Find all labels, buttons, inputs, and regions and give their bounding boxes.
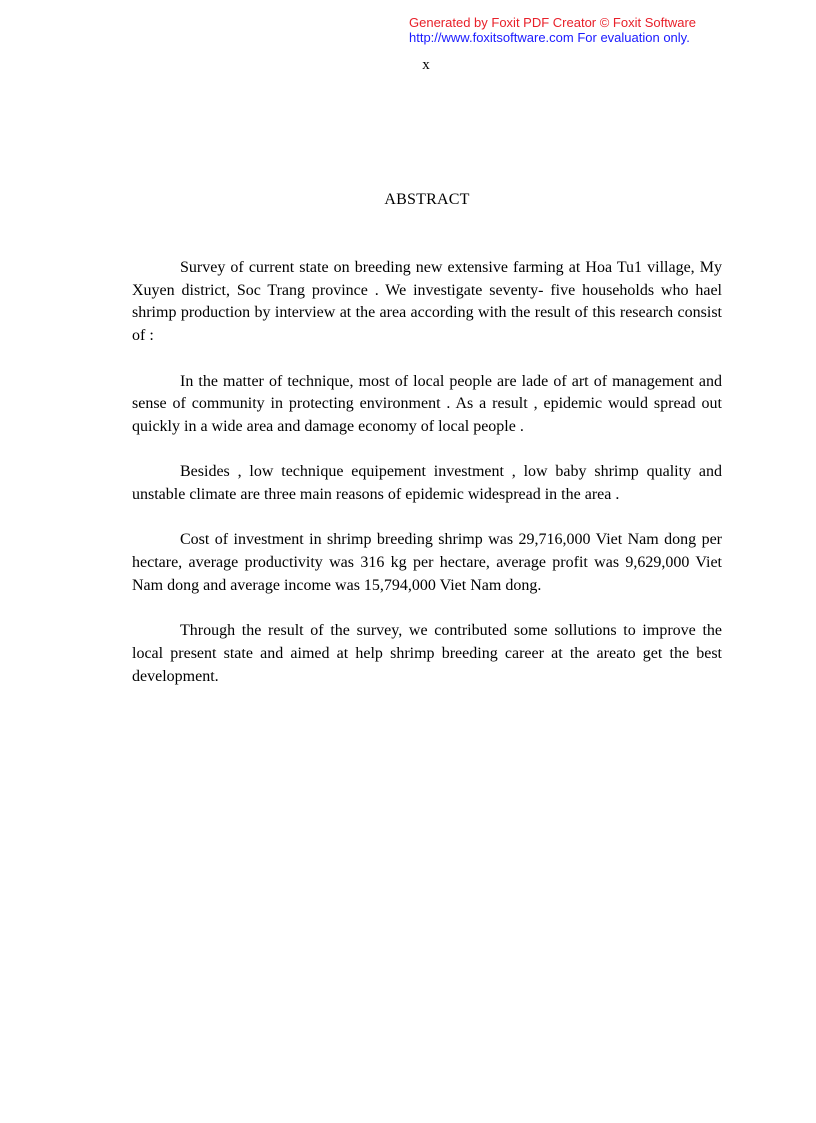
abstract-heading: ABSTRACT — [384, 191, 470, 208]
abstract-paragraph-technique: In the matter of technique, most of local people are lade of art of management and sense of community in protecting environment . As a result , epidemic would spread out quickly in a wide area and damage economy of local people . — [132, 372, 722, 435]
abstract-paragraph-solutions: Through the result of the survey, we contributed some sollutions to improve the local present state and aimed at help shrimp breeding career at the areato get the best development. — [132, 622, 722, 685]
abstract-body — [132, 257, 722, 711]
page-number: x — [422, 57, 430, 73]
watermark-line-url: http://www.foxitsoftware.com For evaluation only. — [409, 30, 690, 45]
foxit-watermark — [409, 15, 729, 45]
watermark-line-creator: Generated by Foxit PDF Creator © Foxit Software — [409, 15, 697, 30]
abstract-paragraph-costs: Cost of investment in shrimp breeding shrimp was 29,716,000 Viet Nam dong per hectare, average productivity was 316 kg per hectare, average profit was 9,629,000 Viet Nam dong and average income was 15,794,000 Viet Nam dong. — [132, 531, 722, 594]
abstract-paragraph-survey: Survey of current state on breeding new extensive farming at Hoa Tu1 village, My Xuyen district, Soc Trang province . We investigate seventy- five households who hael shrimp production by interview at the area according with the result of this research consist of : — [132, 259, 722, 345]
abstract-paragraph-reasons: Besides , low technique equipement investment , low baby shrimp quality and unstable climate are three main reasons of epidemic widespread in the area . — [132, 463, 722, 503]
